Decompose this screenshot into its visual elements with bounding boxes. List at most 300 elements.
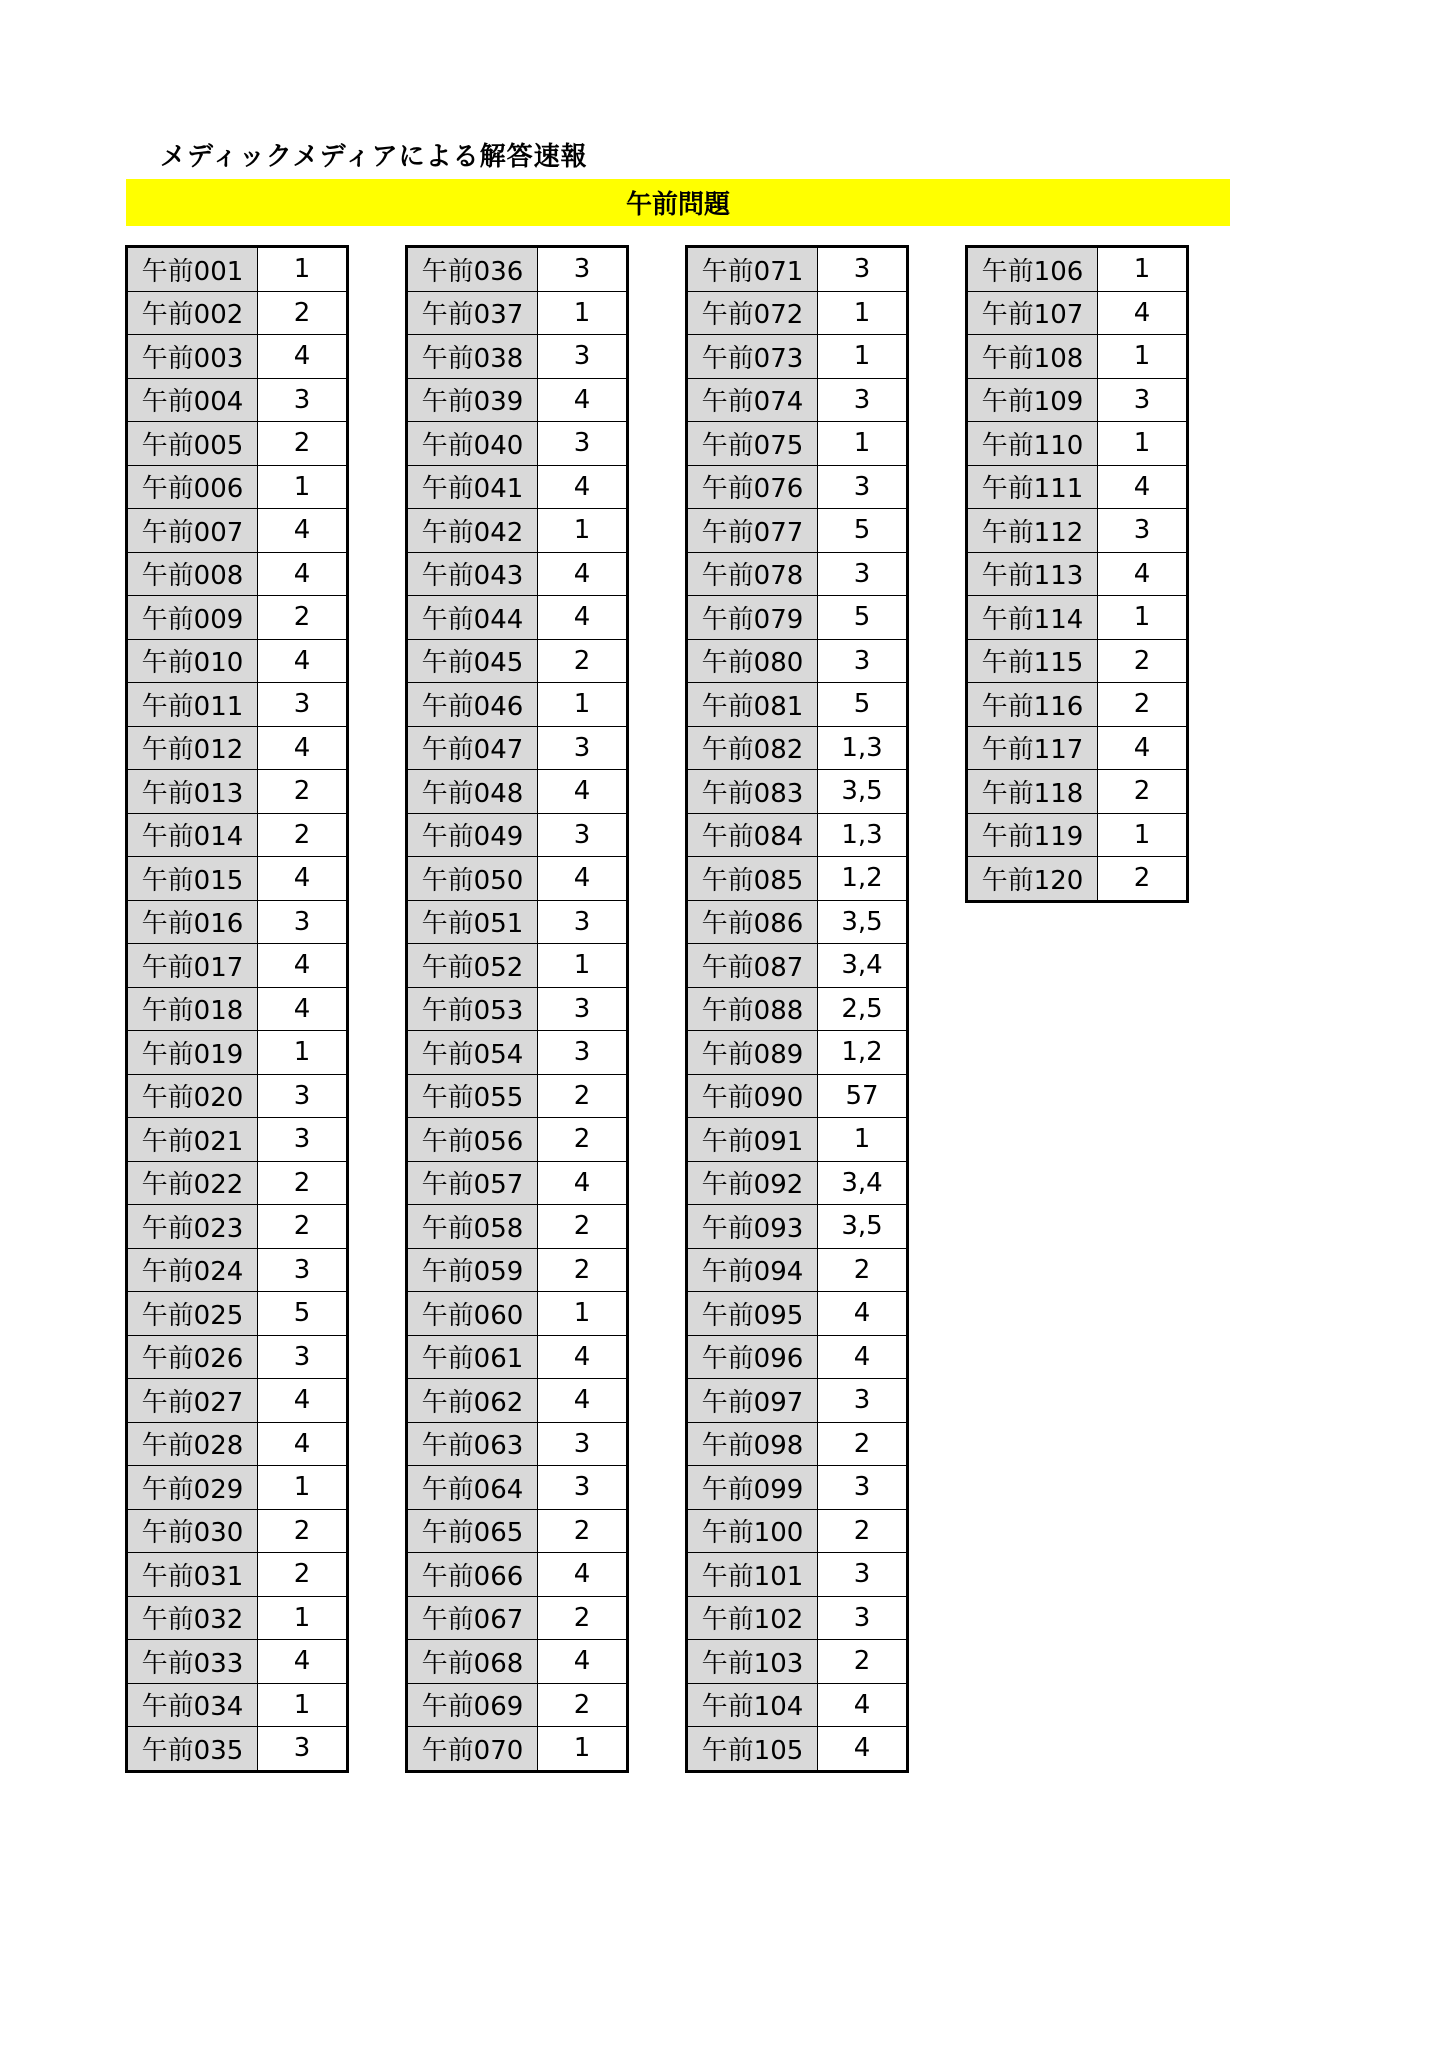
answer-cell: 3 [258,1074,348,1118]
question-number-cell: 午前115 [967,639,1098,683]
question-number-cell: 午前016 [127,900,258,944]
question-number-cell: 午前090 [687,1074,818,1118]
answer-cell: 2 [538,639,628,683]
answer-cell: 3 [538,726,628,770]
table-row [687,770,908,814]
answer-cell: 4 [538,857,628,901]
question-number-cell: 午前018 [127,987,258,1031]
answer-cell: 2 [818,1509,908,1553]
table-row [687,1292,908,1336]
question-number-cell: 午前096 [687,1335,818,1379]
answer-cell: 4 [258,1422,348,1466]
table-row [687,944,908,988]
question-number-cell: 午前080 [687,639,818,683]
answer-cell: 4 [258,639,348,683]
answer-cell: 4 [538,1335,628,1379]
table-row [407,378,628,422]
question-number-cell: 午前044 [407,596,538,640]
answer-cell: 1 [538,683,628,727]
question-number-cell: 午前076 [687,465,818,509]
answer-cell: 2 [538,1596,628,1640]
table-row [687,1466,908,1510]
table-row [127,857,348,901]
answer-cell: 1 [818,1118,908,1162]
table-row [687,1161,908,1205]
table-row [967,683,1188,727]
question-number-cell: 午前106 [967,247,1098,292]
table-row [407,1727,628,1772]
question-number-cell: 午前102 [687,1596,818,1640]
section-banner [126,179,1230,226]
table-row [687,422,908,466]
answer-cell: 4 [538,770,628,814]
question-number-cell: 午前073 [687,335,818,379]
table-row [687,1248,908,1292]
answer-cell: 5 [258,1292,348,1336]
question-number-cell: 午前091 [687,1118,818,1162]
table-row [407,683,628,727]
table-row [127,1553,348,1597]
answer-cell: 2 [1098,639,1188,683]
answer-cell: 4 [258,944,348,988]
table-row [687,639,908,683]
question-number-cell: 午前019 [127,1031,258,1075]
question-number-cell: 午前029 [127,1466,258,1510]
answer-cell: 3 [818,639,908,683]
table-row [127,1422,348,1466]
table-row [127,422,348,466]
table-row [687,1335,908,1379]
answer-cell: 1,3 [818,813,908,857]
question-number-cell: 午前014 [127,813,258,857]
question-number-cell: 午前022 [127,1161,258,1205]
table-row [127,1379,348,1423]
table-row [407,1640,628,1684]
table-row [127,813,348,857]
question-number-cell: 午前116 [967,683,1098,727]
table-row [687,378,908,422]
answer-cell: 1 [818,422,908,466]
question-number-cell: 午前003 [127,335,258,379]
answer-cell: 3 [538,335,628,379]
question-number-cell: 午前083 [687,770,818,814]
question-number-cell: 午前089 [687,1031,818,1075]
answer-cell: 3 [538,247,628,292]
question-number-cell: 午前060 [407,1292,538,1336]
question-number-cell: 午前068 [407,1640,538,1684]
table-row [407,509,628,553]
table-row [687,813,908,857]
question-number-cell: 午前051 [407,900,538,944]
table-row [407,1422,628,1466]
question-number-cell: 午前008 [127,552,258,596]
answer-cell: 2 [1098,770,1188,814]
answer-cell: 3 [258,1248,348,1292]
table-row [687,335,908,379]
answer-cell: 3 [538,813,628,857]
answer-cell: 3,5 [818,900,908,944]
answer-cell: 4 [818,1727,908,1772]
table-row [407,987,628,1031]
question-number-cell: 午前078 [687,552,818,596]
question-number-cell: 午前020 [127,1074,258,1118]
question-number-cell: 午前084 [687,813,818,857]
table-row [127,1118,348,1162]
table-row [687,857,908,901]
table-row [407,639,628,683]
question-number-cell: 午前012 [127,726,258,770]
answer-cell: 5 [818,683,908,727]
answer-cell: 4 [538,552,628,596]
table-row [687,596,908,640]
table-row [407,1248,628,1292]
answer-cell: 2 [258,291,348,335]
answer-cell: 3 [538,1466,628,1510]
table-row [407,552,628,596]
question-number-cell: 午前057 [407,1161,538,1205]
table-row [967,465,1188,509]
table-row [127,465,348,509]
question-number-cell: 午前070 [407,1727,538,1772]
table-row [127,770,348,814]
answer-cell: 3 [1098,509,1188,553]
question-number-cell: 午前034 [127,1683,258,1727]
table-row [407,1205,628,1249]
table-row [407,1335,628,1379]
question-number-cell: 午前025 [127,1292,258,1336]
question-number-cell: 午前030 [127,1509,258,1553]
question-number-cell: 午前099 [687,1466,818,1510]
answer-cell: 3 [818,552,908,596]
answer-cell: 3 [538,900,628,944]
question-number-cell: 午前107 [967,291,1098,335]
question-number-cell: 午前049 [407,813,538,857]
answer-cell: 2 [258,770,348,814]
answer-cell: 4 [818,1335,908,1379]
table-row [127,1161,348,1205]
question-number-cell: 午前013 [127,770,258,814]
question-number-cell: 午前118 [967,770,1098,814]
answer-cell: 3,4 [818,1161,908,1205]
table-row [407,900,628,944]
answer-cell: 2 [818,1248,908,1292]
answer-cell: 3 [1098,378,1188,422]
table-row [127,900,348,944]
answer-cell: 3 [258,378,348,422]
question-number-cell: 午前081 [687,683,818,727]
answer-cell: 2 [538,1509,628,1553]
question-number-cell: 午前087 [687,944,818,988]
table-row [127,1205,348,1249]
question-number-cell: 午前046 [407,683,538,727]
table-row [687,552,908,596]
table-row [407,1553,628,1597]
table-row [127,1640,348,1684]
question-number-cell: 午前048 [407,770,538,814]
question-number-cell: 午前047 [407,726,538,770]
table-row [127,247,348,292]
answer-cell: 1 [258,465,348,509]
answer-cell: 3 [538,1031,628,1075]
answer-cell: 4 [1098,291,1188,335]
table-row [127,683,348,727]
answer-cell: 2 [538,1248,628,1292]
answer-cell: 4 [258,1640,348,1684]
table-row [967,552,1188,596]
answer-cell: 1 [538,1292,628,1336]
answer-cell: 2,5 [818,987,908,1031]
table-row [127,944,348,988]
question-number-cell: 午前021 [127,1118,258,1162]
question-number-cell: 午前095 [687,1292,818,1336]
answer-cell: 4 [818,1683,908,1727]
table-row [407,813,628,857]
question-number-cell: 午前065 [407,1509,538,1553]
table-row [407,1074,628,1118]
answer-cell: 1 [1098,813,1188,857]
question-number-cell: 午前054 [407,1031,538,1075]
question-number-cell: 午前026 [127,1335,258,1379]
answer-cell: 1 [538,1727,628,1772]
answer-cell: 1,3 [818,726,908,770]
table-row [687,1074,908,1118]
question-number-cell: 午前031 [127,1553,258,1597]
question-number-cell: 午前001 [127,247,258,292]
question-number-cell: 午前043 [407,552,538,596]
question-number-cell: 午前055 [407,1074,538,1118]
question-number-cell: 午前039 [407,378,538,422]
table-row [127,639,348,683]
answer-cell: 4 [258,335,348,379]
answer-cell: 4 [258,509,348,553]
question-number-cell: 午前071 [687,247,818,292]
answer-cell: 1 [258,1031,348,1075]
question-number-cell: 午前037 [407,291,538,335]
answer-cell: 3 [258,683,348,727]
table-row [687,465,908,509]
answer-cell: 3 [258,1727,348,1772]
question-number-cell: 午前042 [407,509,538,553]
answer-cell: 2 [258,1161,348,1205]
answer-cell: 1 [1098,422,1188,466]
answer-cell: 3,5 [818,770,908,814]
table-row [687,1727,908,1772]
answer-cell: 57 [818,1074,908,1118]
table-row [407,422,628,466]
page-title: メディックメディアによる解答速報 [160,142,588,172]
answer-cell: 3 [538,1422,628,1466]
answer-cell: 3 [818,1379,908,1423]
answer-cell: 4 [538,1640,628,1684]
question-number-cell: 午前103 [687,1640,818,1684]
answer-cell: 1,2 [818,857,908,901]
question-number-cell: 午前007 [127,509,258,553]
question-number-cell: 午前041 [407,465,538,509]
question-number-cell: 午前101 [687,1553,818,1597]
table-row [127,552,348,596]
answer-cell: 3 [818,1466,908,1510]
answer-cell: 3,5 [818,1205,908,1249]
question-number-cell: 午前063 [407,1422,538,1466]
table-row [407,1509,628,1553]
question-number-cell: 午前077 [687,509,818,553]
table-row [967,639,1188,683]
answer-cell: 2 [1098,857,1188,902]
question-number-cell: 午前004 [127,378,258,422]
question-number-cell: 午前058 [407,1205,538,1249]
question-number-cell: 午前062 [407,1379,538,1423]
table-row [127,1596,348,1640]
question-number-cell: 午前117 [967,726,1098,770]
table-row [407,1292,628,1336]
answer-table-3 [685,245,909,1773]
table-row [127,1335,348,1379]
question-number-cell: 午前027 [127,1379,258,1423]
table-row [687,1683,908,1727]
answer-cell: 4 [538,378,628,422]
question-number-cell: 午前050 [407,857,538,901]
table-row [967,422,1188,466]
answer-cell: 1 [818,291,908,335]
table-row [687,1553,908,1597]
answer-cell: 3 [818,247,908,292]
table-row [127,1248,348,1292]
answer-cell: 3 [818,1596,908,1640]
table-row [407,770,628,814]
question-number-cell: 午前104 [687,1683,818,1727]
answer-cell: 1,2 [818,1031,908,1075]
answer-table-2 [405,245,629,1773]
question-number-cell: 午前036 [407,247,538,292]
table-row [967,770,1188,814]
answer-cell: 2 [818,1640,908,1684]
answer-cell: 2 [258,596,348,640]
question-number-cell: 午前066 [407,1553,538,1597]
question-number-cell: 午前082 [687,726,818,770]
table-row [687,1118,908,1162]
answer-cell: 3 [818,1553,908,1597]
answer-cell: 4 [1098,465,1188,509]
question-number-cell: 午前086 [687,900,818,944]
table-row [687,726,908,770]
answer-cell: 4 [1098,726,1188,770]
answer-cell: 2 [258,1509,348,1553]
answer-cell: 4 [258,987,348,1031]
table-row [407,1683,628,1727]
question-number-cell: 午前061 [407,1335,538,1379]
answer-cell: 2 [538,1683,628,1727]
question-number-cell: 午前092 [687,1161,818,1205]
question-number-cell: 午前032 [127,1596,258,1640]
answer-cell: 3 [258,900,348,944]
table-row [967,726,1188,770]
answer-cell: 4 [538,1379,628,1423]
table-row [687,1031,908,1075]
table-row [407,857,628,901]
answer-cell: 1 [538,509,628,553]
answer-cell: 3 [258,1335,348,1379]
answer-cell: 4 [258,726,348,770]
table-row [967,509,1188,553]
question-number-cell: 午前040 [407,422,538,466]
table-row [127,378,348,422]
answer-cell: 4 [538,596,628,640]
table-row [407,1379,628,1423]
answer-cell: 3,4 [818,944,908,988]
answer-cell: 3 [538,422,628,466]
table-row [687,1596,908,1640]
question-number-cell: 午前074 [687,378,818,422]
table-row [967,813,1188,857]
question-number-cell: 午前109 [967,378,1098,422]
table-row [407,1596,628,1640]
question-number-cell: 午前067 [407,1596,538,1640]
question-number-cell: 午前085 [687,857,818,901]
question-number-cell: 午前112 [967,509,1098,553]
question-number-cell: 午前002 [127,291,258,335]
question-number-cell: 午前097 [687,1379,818,1423]
answer-cell: 2 [538,1118,628,1162]
answer-cell: 2 [258,422,348,466]
answer-cell: 5 [818,509,908,553]
answer-cell: 4 [1098,552,1188,596]
table-row [687,987,908,1031]
answer-table-1 [125,245,349,1773]
question-number-cell: 午前053 [407,987,538,1031]
question-number-cell: 午前033 [127,1640,258,1684]
answer-cell: 2 [818,1422,908,1466]
answer-cell: 3 [818,465,908,509]
table-row [687,1205,908,1249]
table-row [127,1509,348,1553]
answer-cell: 3 [818,378,908,422]
answer-cell: 2 [1098,683,1188,727]
table-row [127,987,348,1031]
table-row [127,1292,348,1336]
answer-cell: 2 [258,1205,348,1249]
question-number-cell: 午前120 [967,857,1098,902]
question-number-cell: 午前100 [687,1509,818,1553]
table-row [967,247,1188,292]
answer-cell: 4 [538,1161,628,1205]
question-number-cell: 午前064 [407,1466,538,1510]
answer-cell: 1 [258,1466,348,1510]
question-number-cell: 午前009 [127,596,258,640]
table-row [687,291,908,335]
table-row [967,291,1188,335]
answer-cell: 2 [258,813,348,857]
question-number-cell: 午前010 [127,639,258,683]
question-number-cell: 午前093 [687,1205,818,1249]
table-row [687,1509,908,1553]
question-number-cell: 午前098 [687,1422,818,1466]
question-number-cell: 午前088 [687,987,818,1031]
question-number-cell: 午前023 [127,1205,258,1249]
section-title: 午前問題 [625,190,730,220]
table-row [127,1466,348,1510]
answer-cell: 1 [538,944,628,988]
question-number-cell: 午前059 [407,1248,538,1292]
answer-cell: 1 [1098,247,1188,292]
table-row [967,596,1188,640]
answer-cell: 4 [818,1292,908,1336]
answer-cell: 1 [258,247,348,292]
question-number-cell: 午前052 [407,944,538,988]
question-number-cell: 午前028 [127,1422,258,1466]
question-number-cell: 午前015 [127,857,258,901]
table-row [687,247,908,292]
question-number-cell: 午前011 [127,683,258,727]
